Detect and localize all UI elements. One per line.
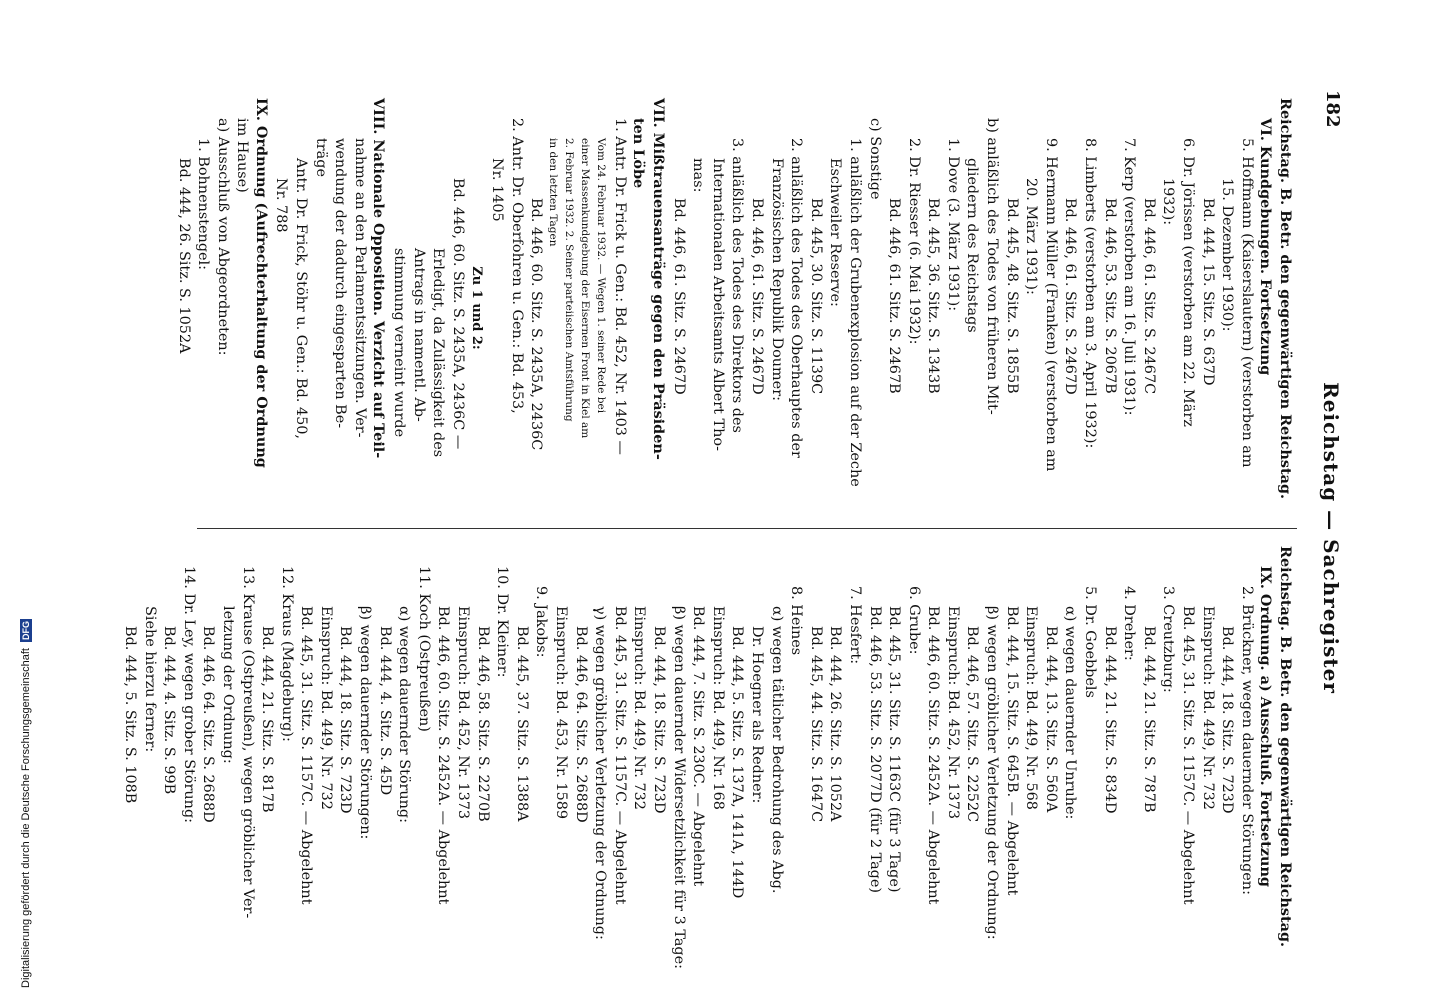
section-heading: IX. Ordnung (Aufrechterhaltung der Ordnung — [252, 98, 270, 468]
reference-line: Bd. 444, 21. Sitz. S. 817B — [259, 626, 276, 813]
reference-line: Bd. 446, 60. Sitz. S. 2452A. — Abgelehnt — [435, 606, 452, 905]
reference-line: Bd. 446, 58. Sitz. S. 2270B — [474, 626, 491, 822]
entry-line: 7. Hesfert: — [846, 586, 863, 665]
reference-line: Bd. 446, 61. Sitz. S. 2467B — [886, 198, 903, 394]
entry-line: 11. Koch (Ostpreußen) — [415, 566, 432, 732]
entry-line: α) wegen dauernder Unruhe: — [1062, 606, 1079, 820]
reference-line: Bd. 444, 5. Sitz. S. 137A, 141A, 144D — [729, 626, 746, 899]
entry-line: 1. Dove (3. März 1931): — [944, 138, 961, 312]
entry-line: 14. Dr. Ley, wegen grober Störung: — [180, 566, 197, 824]
section-heading: VIII. Nationale Opposition. Verzicht auf Teil- — [370, 98, 388, 459]
reference-line: Bd. 444, 26. Sitz. S. 1052A — [175, 158, 192, 354]
entry-line: a) Ausschluß von Abgeordneten: — [214, 118, 231, 356]
reference-line: Bd. 446, 61. Sitz. S. 2467D — [748, 198, 765, 395]
entry-line: γ) wegen gröblicher Verletzung der Ordnung: — [592, 606, 609, 940]
reference-line: Bd. 444, 4. Sitz. S. 45D — [376, 626, 393, 796]
section-heading: Reichstag. B. Betr. den gegenwärtigen Reichstag. — [1277, 98, 1294, 500]
reference-line: Einspruch: Bd. 452, Nr. 1373 — [944, 606, 961, 820]
reference-line: Einspruch: Bd. 449, Nr. 732 — [631, 606, 648, 810]
reference-line: Bd. 445, 44. Sitz. S. 1647C — [807, 626, 824, 823]
reference-line: Bd. 444, 4. Sitz. S. 99B — [161, 626, 178, 795]
entry-line: nahme an den Parlamentssitzungen. Ver- — [351, 138, 368, 438]
column-divider — [197, 528, 1297, 529]
section-heading: VI. Kundgebungen. Fortsetzung — [1257, 118, 1275, 376]
section-heading: Reichstag. B. Betr. den gegenwärtigen Reichstag. — [1277, 546, 1294, 948]
entry-line: 7. Kerp (verstorben am 16. Juli 1931): — [1121, 138, 1138, 416]
reference-line: Bd. 445, 31. Sitz. S. 1157C. — Abgelehnt — [611, 606, 628, 905]
note-line: Vom 24. Februar 1932. — Wegen 1. seiner Rede bei — [595, 138, 608, 414]
entry-line: 10. Dr. Kleiner: — [494, 566, 511, 678]
entry-line: β) wegen gröblicher Verletzung der Ordnung: — [984, 606, 1001, 940]
entry-line: 6. Grube: — [905, 586, 922, 655]
reference-line: Bd. 446, 60. Sitz. S. 2452A. — Abgelehnt — [925, 606, 942, 905]
entry-line: c) Sonstige — [866, 118, 883, 200]
entry-line: 15. Dezember 1930): — [1219, 178, 1236, 332]
reference-line: Bd. 444, 15. Sitz. S. 637D — [1199, 198, 1216, 386]
entry-line: träge — [312, 138, 329, 177]
entry-line: Antr. Dr. Frick, Stöhr u. Gen.: Bd. 450, — [293, 158, 310, 439]
entry-line: Internationalen Arbeitsamts Albert Tho- — [709, 158, 726, 451]
note-line: in den letzten Tagen — [547, 138, 560, 247]
reference-line: Bd. 445, 48. Sitz. S. 1855B — [1003, 198, 1020, 394]
entry-line: Nr. 1405 — [489, 158, 506, 222]
entry-line: 1. Antr. Dr. Frick u. Gen.: Bd. 452, Nr. 1403 — — [611, 118, 628, 455]
reference-line: Bd. 444, 18. Sitz. S. 723D — [651, 626, 667, 814]
entry-line: Siehe hierzu ferner: — [141, 606, 158, 753]
page-number: 182 — [1322, 90, 1343, 128]
reference-line: Bd. 446, 61. Sitz. S. 2467D — [1062, 198, 1079, 395]
reference-line: Einspruch: Bd. 449, Nr. 732 — [1199, 606, 1216, 810]
entry-line: 2. Antr. Dr. Oberfohren u. Gen.: Bd. 453, — [508, 118, 525, 414]
entry-line: 8. Limberts (verstorben am 3. April 1932): — [1082, 138, 1099, 449]
reference-line: Bd. 445, 36. Sitz. S. 1343B — [925, 198, 942, 394]
entry-line: im Hause) — [234, 118, 251, 193]
reference-line: Bd. 446, 64. Sitz. S. 2688D — [572, 626, 589, 823]
entry-line: 9. Hermann Müller (Franken) (verstorben am — [1042, 138, 1059, 472]
reference-line: Bd. 445, 31. Sitz. S. 1163C (für 3 Tage) — [886, 606, 903, 893]
entry-line: α) wegen dauernder Störung: — [396, 606, 413, 823]
entry-line: 6. Dr. Jörissen (verstorben am 22. März — [1180, 138, 1197, 427]
reference-line: Bd. 446, 61. Sitz. S. 2467D — [670, 198, 687, 395]
note-line: einer Massenkundgebung der Eisernen Front in Kiel am — [579, 138, 592, 439]
right-column — [119, 546, 1295, 969]
reference-line: Bd. 444, 15. Sitz. S. 645B. — Abgelehnt — [1003, 606, 1020, 896]
digitization-credit — [20, 619, 32, 988]
entry-line: 2. anläßlich des Todes des Oberhauptes der — [788, 138, 805, 458]
section-heading: VII. Mißtrauensanträge gegen den Präsiden- — [650, 98, 667, 460]
reference-line: Bd. 444, 21. Sitz. S. 834D — [1101, 626, 1118, 814]
reference-line: Bd. 444, 18. Sitz. S. 723D — [337, 626, 354, 814]
entry-line: 4. Dreher: — [1121, 586, 1138, 661]
entry-line: mas: — [690, 158, 707, 193]
entry-line: Eschweiler Reserve: — [827, 158, 844, 307]
entry-line: 3. Creutzburg: — [1160, 586, 1177, 693]
entry-line: wendung der dadurch eingesparten Be- — [332, 138, 349, 429]
reference-line: Bd. 445, 31. Sitz. S. 1157C. — Abgelehnt — [1180, 606, 1197, 905]
entry-line: α) wegen tätlicher Bedrohung des Abg. — [768, 606, 785, 894]
reference-line: Bd. 444, 7. Sitz. S. 230C. — Abgelehnt — [690, 606, 707, 887]
entry-line: Dr. Hoegner als Redner: — [748, 626, 765, 804]
entry-line: 9. Jakobs: — [533, 586, 550, 658]
reference-line: Bd. 444, 21. Sitz. S. 787B — [1140, 626, 1157, 813]
entry-line: letzung der Ordnung: — [219, 606, 236, 764]
entry-line: gliedern des Reichstags — [964, 158, 981, 333]
reference-line: Bd. 446, 57. Sitz. S. 2252C — [964, 626, 981, 823]
entry-line: Erledigt, da Zulässigkeit des — [430, 248, 447, 458]
entry-line: b) anläßlich des Todes von früheren Mit- — [984, 118, 1001, 415]
entry-line: 1. anläßlich der Grubenexplosion auf der Zeche — [846, 138, 863, 487]
reference-line: Bd. 446, 64. Sitz. S. 2688D — [200, 626, 217, 823]
entry-line: β) wegen dauernder Störungen: — [357, 606, 374, 840]
note-line: 2. Februar 1932. 2. Seiner parteiischen Amtsführung — [563, 138, 576, 422]
reference-line: Bd. 445, 31. Sitz. S. 1157C. — Abgelehnt — [298, 606, 315, 905]
entry-line: 20. März 1931): — [1023, 178, 1040, 295]
reference-line: Bd. 445, 37. Sitz. S. 1388A — [513, 626, 530, 822]
subheading: Zu 1 und 2: — [469, 266, 485, 350]
entry-line: 5. Dr. Goebbels — [1082, 586, 1099, 698]
reference-line: Einspruch: Bd. 452, Nr. 1373 — [455, 606, 472, 820]
rotated-register-page — [121, 88, 1345, 988]
page-title: Reichstag — Sachregister — [1319, 382, 1343, 694]
reference-line: Einspruch: Bd. 449, Nr. 568 — [1023, 606, 1040, 810]
entry-line: Französischen Republik Doumer: — [768, 158, 785, 401]
entry-line: 2. Brückner, wegen dauernder Störungen: — [1238, 586, 1255, 895]
reference-line: Bd. 446, 60. Sitz. S. 2435A, 2436C — [528, 198, 545, 451]
entry-line: 8. Heines — [788, 586, 805, 656]
reference-line: Bd. 446, 61. Sitz. S. 2467C — [1140, 198, 1157, 395]
dfg-logo: DFG — [21, 620, 32, 640]
section-heading: ten Löbe — [630, 118, 648, 189]
left-column — [173, 98, 1295, 518]
reference-line: Bd. 446, 53. Sitz. S. 2067B — [1101, 198, 1118, 394]
running-header — [1315, 88, 1345, 988]
entry-line: 3. anläßlich des Todes des Direktors des — [729, 138, 746, 433]
entry-line: 1. Bohnenstengel: — [195, 138, 212, 270]
reference-line: Einspruch: Bd. 449, Nr. 168 — [709, 606, 726, 810]
entry-line: 13. Krause (Ostpreußen), wegen gröblicher Ver- — [239, 566, 256, 919]
reference-line: Einspruch: Bd. 453, Nr. 1589 — [553, 606, 570, 820]
credit-text: Digitalisierung gefördert durch die Deutsche Forschungsgemeinschaft — [20, 648, 32, 988]
reference-line: Bd. 444, 5. Sitz. S. 108B — [121, 626, 138, 804]
entry-line: Antrags in namentl. Ab- — [410, 248, 427, 422]
reference-line: Einspruch: Bd. 449, Nr. 732 — [317, 606, 334, 810]
entry-line: 1932): — [1160, 178, 1177, 226]
entry-line: 2. Dr. Riesser (6. Mai 1932): — [905, 138, 922, 345]
section-heading: IX. Ordnung. a) Ausschluß. Fortsetzung — [1257, 566, 1275, 887]
entry-line: 12. Kraus (Magdeburg): — [278, 566, 295, 742]
entry-line: β) wegen dauernder Widersetzlichkeit für 3 Tage: — [670, 606, 687, 969]
reference-line: Bd. 444, 13. Sitz. S. 560A — [1042, 626, 1059, 813]
reference-line: Bd. 444, 18. Sitz. S. 723D — [1219, 626, 1236, 814]
reference-line: Bd. 445, 30. Sitz. S. 1139C — [807, 198, 824, 395]
reference-line: Bd. 444, 26. Sitz. S. 1052A — [827, 626, 844, 822]
reference-line: Nr. 788 — [273, 178, 290, 233]
reference-line: Bd. 446, 53. Sitz. S. 2077D (für 2 Tage) — [866, 606, 883, 894]
reference-line: Bd. 446, 60. Sitz. S. 2435A, 2436C — — [449, 178, 466, 450]
entry-line: stimmung verneint wurde — [391, 248, 408, 438]
entry-line: 5. Hoffmann (Kaiserslautern) (verstorben am — [1238, 138, 1255, 468]
